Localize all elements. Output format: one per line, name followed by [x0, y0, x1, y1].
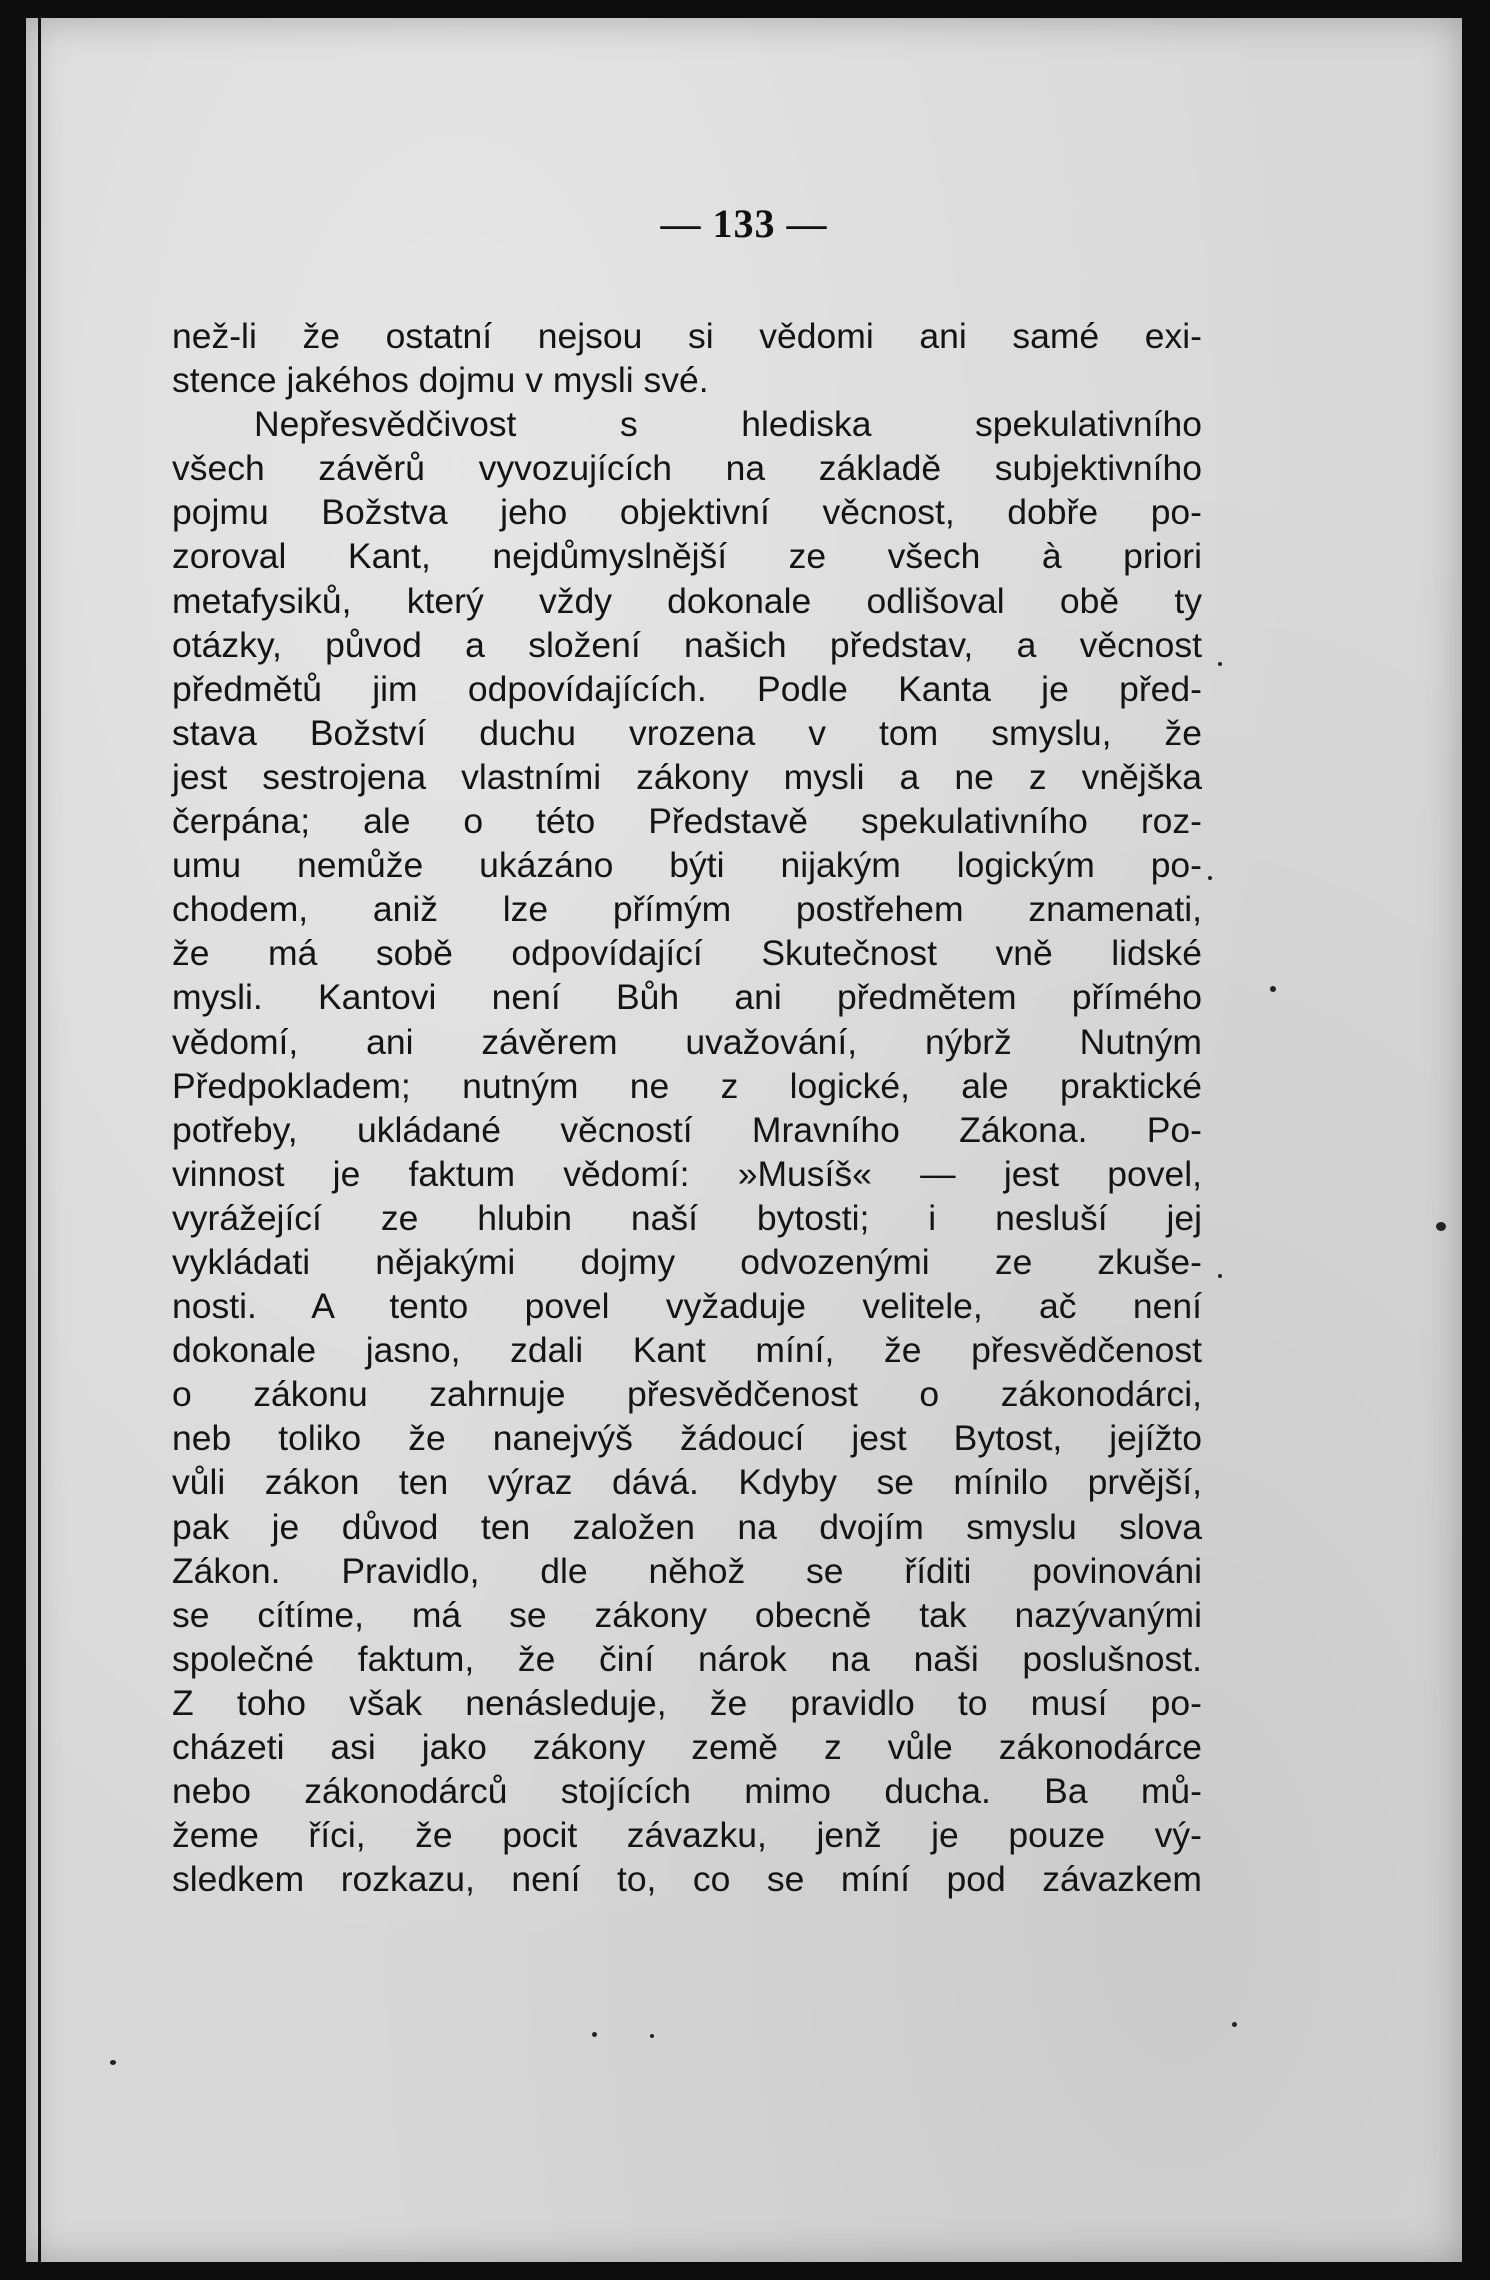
- text-line: otázky, původ a složení našich představ, a věcnost: [172, 624, 1202, 665]
- text-line: mysli. Kantovi není Bůh ani předmětem přímého: [172, 977, 1202, 1018]
- text-line: vinnost je faktum vědomí: »Musíš« — jest povel,: [172, 1153, 1202, 1194]
- text-line: Nepřesvědčivost s hlediska spekulativního: [254, 404, 1202, 445]
- text-line: vůli zákon ten výraz dává. Kdyby se mínilo prvější,: [172, 1462, 1202, 1503]
- text-line: nosti. A tento povel vyžaduje velitele, ač není: [172, 1286, 1202, 1327]
- scan-speck: [592, 2032, 597, 2037]
- text-line: vyrážející ze hlubin naší bytosti; i nesluší jej: [172, 1197, 1202, 1238]
- page-number: — 133 —: [660, 201, 828, 246]
- text-line: vykládati nějakými dojmy odvozenými ze zkuše-: [172, 1241, 1202, 1282]
- text-line: chodem, aniž lze přímým postřehem znamenati,: [172, 889, 1202, 930]
- scan-speck: [1218, 1274, 1222, 1278]
- text-line: Zákon. Pravidlo, dle něhož se říditi povinováni: [172, 1550, 1202, 1591]
- text-line: pojmu Božstva jeho objektivní věcnost, dobře po-: [172, 492, 1202, 533]
- text-line: neb toliko že nanejvýš žádoucí jest Bytost, jejížto: [172, 1418, 1202, 1459]
- text-line: o zákonu zahrnuje přesvědčenost o zákonodárci,: [172, 1374, 1202, 1415]
- text-line: Z toho však nenásleduje, že pravidlo to musí po-: [172, 1682, 1202, 1723]
- text-line: se cítíme, má se zákony obecně tak nazývanými: [172, 1594, 1202, 1635]
- text-line: Předpokladem; nutným ne z logické, ale praktické: [172, 1065, 1202, 1106]
- text-line: metafysiků, který vždy dokonale odlišoval obě ty: [172, 580, 1202, 621]
- text-line: vědomí, ani závěrem uvažování, nýbrž Nutným: [172, 1021, 1202, 1062]
- text-line: umu nemůže ukázáno býti nijakým logickým po-: [172, 845, 1202, 886]
- text-line: stence jakéhos dojmu v mysli své.: [172, 360, 709, 401]
- scan-speck: [1218, 662, 1222, 666]
- text-line: nebo zákonodárců stojících mimo ducha. Ba mů-: [172, 1771, 1202, 1812]
- text-line: předmětů jim odpovídajících. Podle Kanta je před-: [172, 668, 1202, 709]
- text-line: jest sestrojena vlastními zákony mysli a ne z vnějška: [172, 756, 1202, 797]
- scan-speck: [1436, 1222, 1446, 1231]
- scan-speck: [1232, 2022, 1237, 2027]
- text-line: čerpána; ale o této Představě spekulativního roz-: [172, 801, 1202, 842]
- text-line: pak je důvod ten založen na dvojím smyslu slova: [172, 1506, 1202, 1547]
- scan-speck: [1270, 986, 1276, 992]
- body-text: [172, 314, 1202, 1901]
- scan-speck: [1208, 876, 1212, 880]
- text-line: žeme říci, že pocit závazku, jenž je pouze vý-: [172, 1815, 1202, 1856]
- text-line: potřeby, ukládané věcností Mravního Zákona. Po-: [172, 1109, 1202, 1150]
- text-line: dokonale jasno, zdali Kant míní, že přesvědčenost: [172, 1330, 1202, 1371]
- text-line: společné faktum, že činí nárok na naši poslušnost.: [172, 1638, 1202, 1679]
- text-line: cházeti asi jako zákony země z vůle zákonodárce: [172, 1727, 1202, 1767]
- text-line: zoroval Kant, nejdůmyslnější ze všech à priori: [172, 536, 1202, 577]
- text-line: všech závěrů vyvozujících na základě subjektivního: [172, 448, 1202, 489]
- text-line: že má sobě odpovídající Skutečnost vně lidské: [172, 933, 1202, 974]
- book-page: [26, 18, 1462, 2262]
- scan-speck: [650, 2034, 654, 2038]
- text-line: stava Božství duchu vrozena v tom smyslu, že: [172, 712, 1202, 753]
- page-edge-shadow: [38, 18, 41, 2262]
- text-line: než-li že ostatní nejsou si vědomi ani samé exi-: [172, 316, 1202, 356]
- text-line: sledkem rozkazu, není to, co se míní pod závazkem: [172, 1859, 1202, 1900]
- scan-speck: [110, 2060, 116, 2065]
